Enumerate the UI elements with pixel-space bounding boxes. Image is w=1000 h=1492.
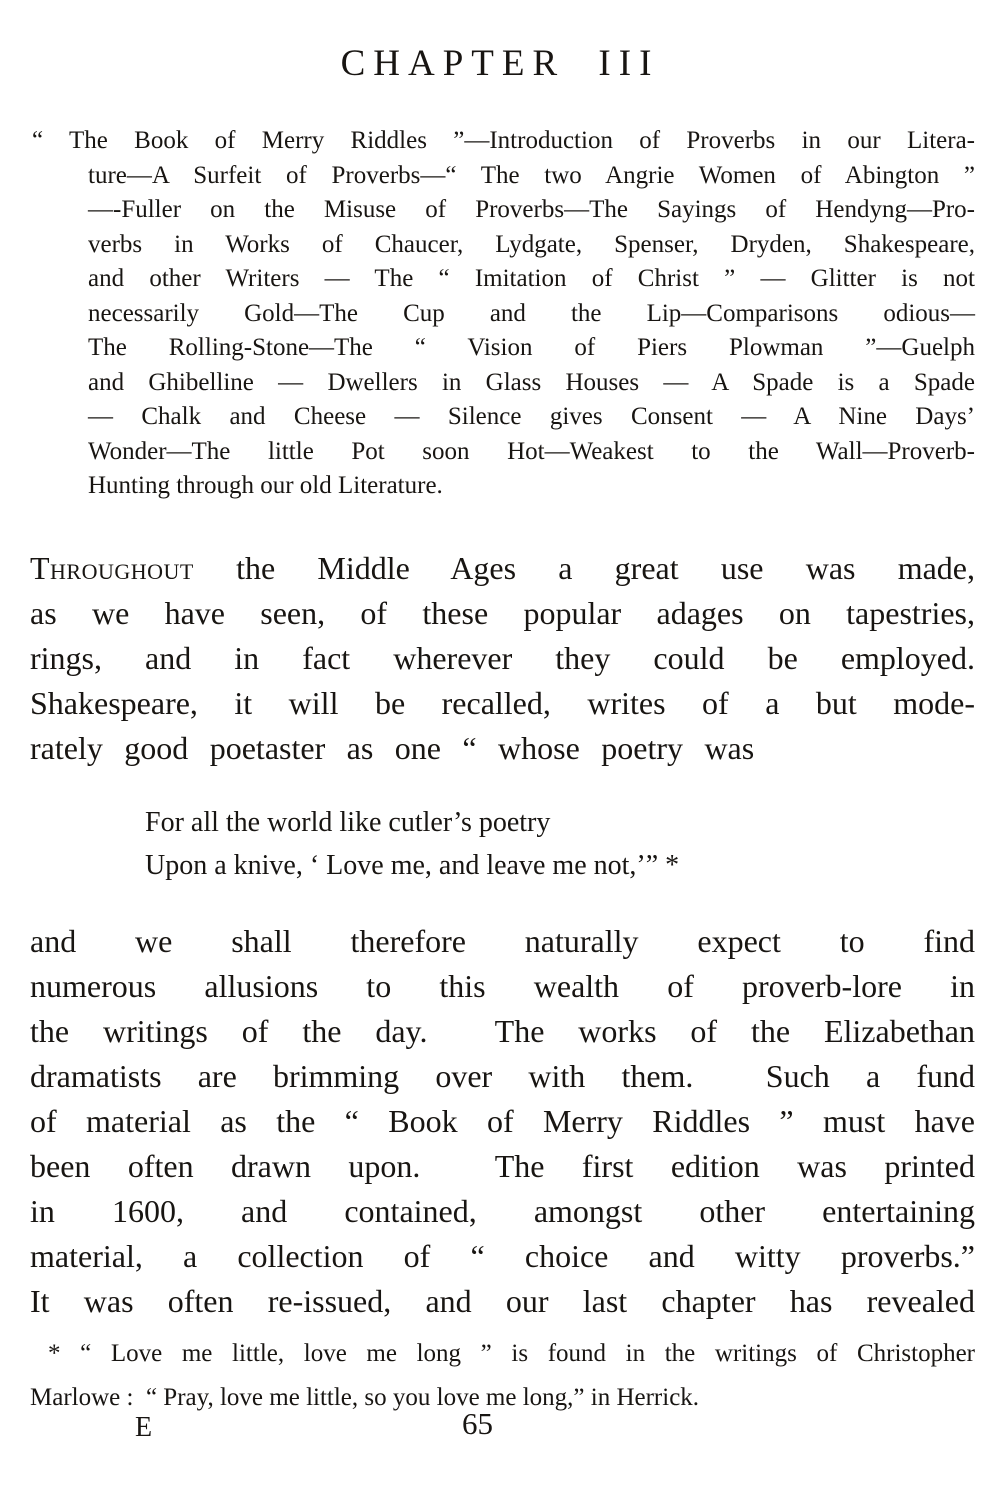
text-line: rings, and in fact wherever they could be employed. (30, 639, 975, 676)
text-line: and we shall therefore naturally expect to find (30, 922, 975, 959)
verse-quote (145, 801, 975, 887)
text-line: of material as the “ Book of Merry Riddles ” must have (30, 1102, 975, 1139)
paragraph-1-lines (30, 591, 975, 771)
text-line: Marlowe : “ Pray, love me little, so you love me long,” in Herrick. (30, 1383, 700, 1411)
lead-line-rest: the Middle Ages a great use was made, (193, 549, 975, 586)
text-line: It was often re-issued, and our last chapter has revealed (30, 1282, 975, 1319)
text-line: and Ghibelline — Dwellers in Glass Houses — A Spade is a Spade (88, 368, 975, 396)
text-line: the writings of the day. The works of the Elizabethan (30, 1012, 975, 1049)
text-line: numerous allusions to this wealth of proverb-lore in (30, 967, 975, 1004)
signature-mark: E (135, 1412, 153, 1443)
paragraph-2 (30, 919, 975, 1324)
text-line: Wonder—The little Pot soon Hot—Weakest to the Wall—Proverb- (88, 437, 975, 465)
chapter-title: CHAPTER III (340, 43, 660, 84)
text-line: in 1600, and contained, amongst other entertaining (30, 1192, 975, 1229)
text-line: rately good poetaster as one “ whose poetry was (30, 729, 755, 766)
chapter-summary (32, 124, 975, 504)
text-line: been often drawn upon. The first edition was printed (30, 1147, 975, 1184)
text-line: “ The Book of Merry Riddles ”—Introduction of Proverbs in our Litera- (32, 127, 975, 154)
text-line: necessarily Gold—The Cup and the Lip—Comparisons odious— (88, 299, 975, 327)
text-line: ture—A Surfeit of Proverbs—“ The two Angrie Women of Abington ” (88, 161, 975, 189)
paragraph-1 (30, 546, 975, 771)
page-footer (0, 1406, 1000, 1456)
text-line: For all the world like cutler’s poetry (145, 806, 551, 838)
page-number: 65 (462, 1406, 493, 1441)
text-line: —-Fuller on the Misuse of Proverbs—The Sayings of Hendyng—Pro- (88, 196, 975, 223)
text-line: Hunting through our old Literature. (88, 472, 443, 499)
text-line: as we have seen, of these popular adages on tapestries, (30, 594, 975, 631)
text-line: Shakespeare, it will be recalled, writes of a but mode- (30, 684, 975, 721)
text-line: — Chalk and Cheese — Silence gives Consent — A Nine Days’ (88, 403, 975, 430)
lead-word-smallcaps: Throughout (30, 549, 194, 586)
text-line (30, 546, 975, 591)
text-line: The Rolling-Stone—The “ Vision of Piers Plowman ”—Guelph (88, 334, 975, 361)
text-line: Upon a knive, ‘ Love me, and leave me not,’” * (145, 849, 680, 881)
text-line: dramatists are brimming over with them. Such a fund (30, 1057, 975, 1094)
text-line: material, a collection of “ choice and witty proverbs.” (30, 1237, 975, 1274)
text-line: * “ Love me little, love me long ” is found in the writings of Christopher (48, 1339, 975, 1367)
text-line: and other Writers — The “ Imitation of Christ ” — Glitter is not (88, 265, 975, 292)
text-line: verbs in Works of Chaucer, Lydgate, Spenser, Dryden, Shakespeare, (88, 230, 975, 258)
